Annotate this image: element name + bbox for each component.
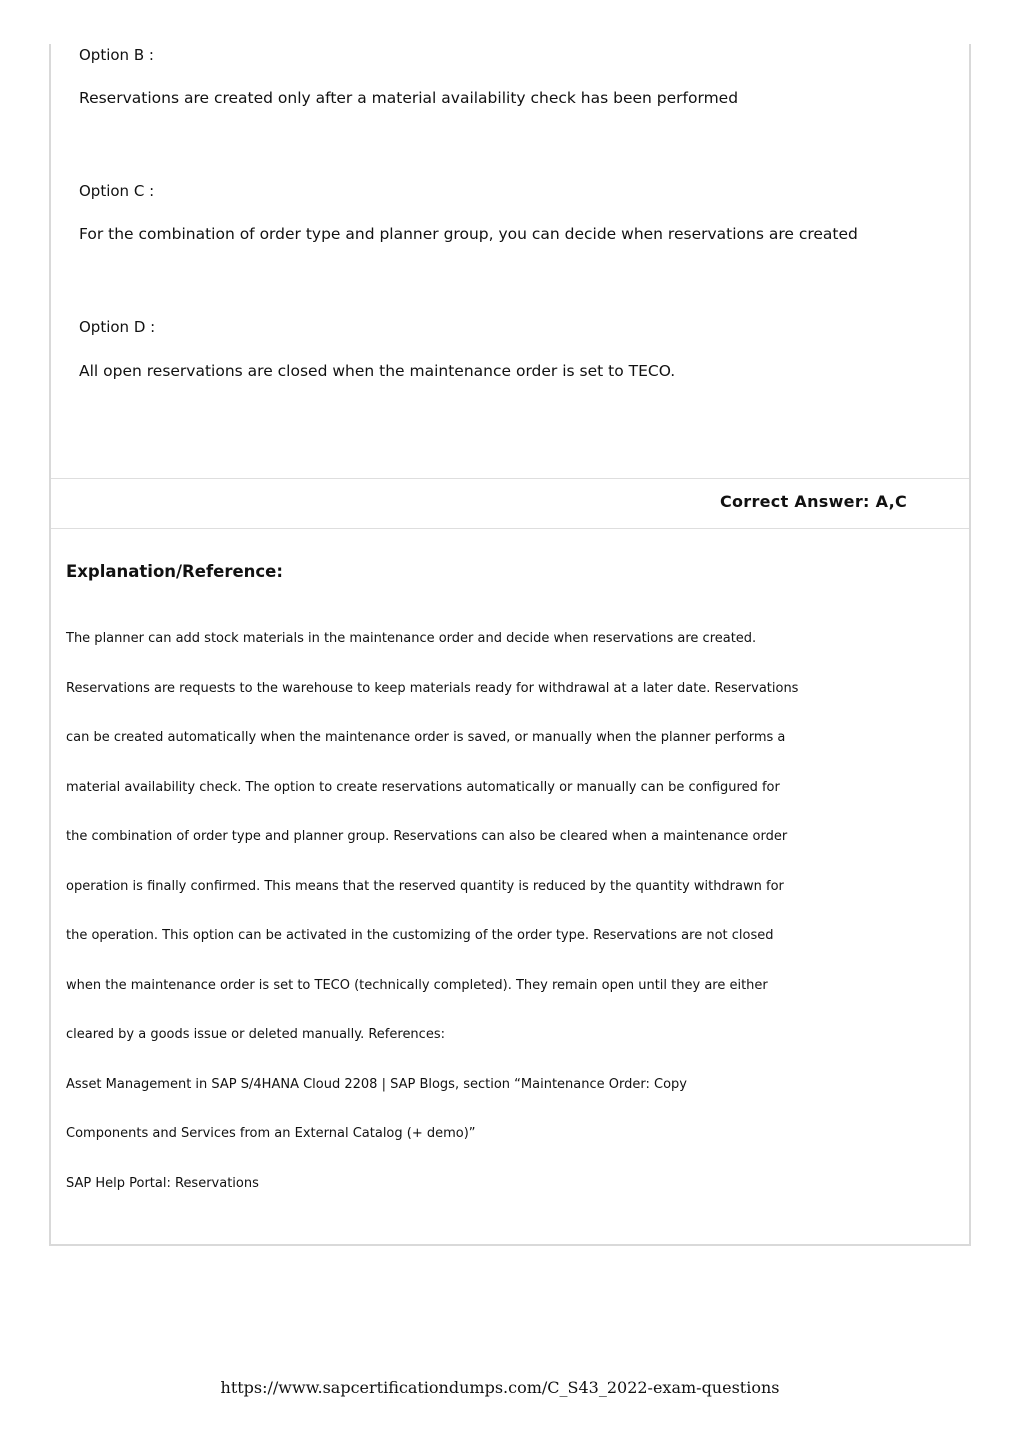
explanation-line: the combination of order type and planner group. Reservations can also be cleared when a maintenance order — [66, 829, 788, 844]
explanation-line: material availability check. The option to create reservations automatically or manually can be configured for — [66, 780, 780, 795]
correct-answer: Correct Answer: A,C — [719, 492, 907, 511]
explanation-line: can be created automatically when the maintenance order is saved, or manually when the planner performs a — [66, 730, 786, 745]
explanation-line: cleared by a goods issue or deleted manually. References: — [66, 1027, 445, 1042]
option-c-label: Option C : — [79, 182, 155, 200]
option-b-label: Option B : — [79, 46, 154, 64]
reference-line: SAP Help Portal: Reservations — [66, 1176, 259, 1191]
explanation-line: Reservations are requests to the warehouse to keep materials ready for withdrawal at a later date. Reservations — [66, 681, 799, 696]
explanation-heading: Explanation/Reference: — [66, 562, 283, 581]
reference-line: Components and Services from an External Catalog (+ demo)” — [66, 1126, 476, 1141]
correct-answer-bar — [51, 478, 969, 529]
explanation-line: The planner can add stock materials in the maintenance order and decide when reservations are created. — [66, 631, 757, 646]
footer-url: https://www.sapcertificationdumps.com/C_S43_2022-exam-questions — [220, 1378, 780, 1397]
explanation-line: the operation. This option can be activated in the customizing of the order type. Reservations are not closed — [66, 928, 774, 943]
explanation-line: when the maintenance order is set to TECO (technically completed). They remain open until they are either — [66, 978, 768, 993]
option-b-text: Reservations are created only after a material availability check has been performed — [79, 89, 739, 107]
question-card — [49, 44, 971, 1246]
explanation-line: operation is finally confirmed. This means that the reserved quantity is reduced by the quantity withdrawn for — [66, 879, 784, 894]
options-section — [51, 44, 969, 478]
option-d-label: Option D : — [79, 318, 156, 336]
option-d-text: All open reservations are closed when the maintenance order is set to TECO. — [79, 362, 676, 380]
reference-line: Asset Management in SAP S/4HANA Cloud 2208 | SAP Blogs, section “Maintenance Order: Copy — [66, 1077, 687, 1092]
option-c-text: For the combination of order type and planner group, you can decide when reservations are created — [79, 225, 858, 243]
